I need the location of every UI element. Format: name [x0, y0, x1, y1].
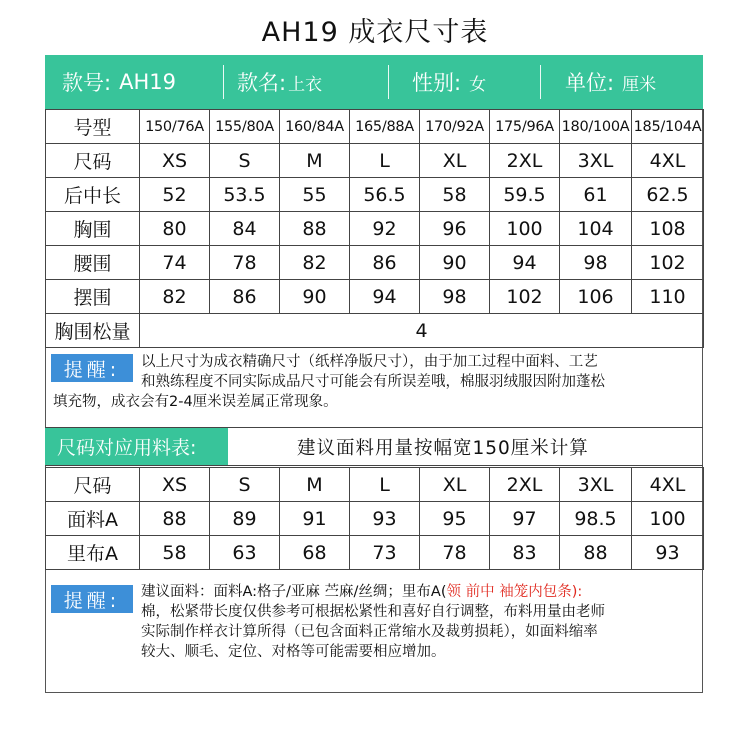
- ease-value: 4: [140, 314, 704, 348]
- ease-label: 胸围松量: [46, 314, 140, 348]
- table-cell: 108: [632, 212, 704, 246]
- size-code: 180/100A: [560, 110, 632, 144]
- table-cell: 104: [560, 212, 632, 246]
- style-no-cell: [45, 65, 223, 99]
- reminder-note-size: [45, 348, 703, 428]
- table-cell: XL: [420, 144, 490, 178]
- table-cell: 56.5: [350, 178, 420, 212]
- table-row: [46, 246, 704, 280]
- table-cell: 100: [490, 212, 560, 246]
- size-code: S: [210, 468, 280, 502]
- gender-cell: [389, 65, 540, 99]
- table-cell: 58: [140, 536, 210, 570]
- page-title: AH19 成衣尺寸表: [261, 17, 489, 48]
- reminder-badge: 提醒:: [51, 354, 133, 382]
- table-cell: 82: [280, 246, 350, 280]
- table-cell: 4XL: [632, 144, 704, 178]
- table-cell: 68: [280, 536, 350, 570]
- row-label: 号型: [46, 110, 140, 144]
- size-code: 3XL: [560, 468, 632, 502]
- reminder-line: 较大、顺毛、定位、对格等可能需要相应增加。: [141, 644, 446, 660]
- table-cell: 61: [560, 178, 632, 212]
- unit-value: 厘米: [622, 74, 657, 95]
- table-cell: 78: [210, 246, 280, 280]
- table-row: [46, 144, 704, 178]
- size-code: 175/96A: [490, 110, 560, 144]
- table-cell: 89: [210, 502, 280, 536]
- table-cell: 62.5: [632, 178, 704, 212]
- row-label: 胸围: [46, 212, 140, 246]
- style-no-label: 款号:: [62, 71, 112, 95]
- table-cell: 88: [280, 212, 350, 246]
- table-cell: 88: [140, 502, 210, 536]
- table-cell: 58: [420, 178, 490, 212]
- ease-row: [46, 314, 704, 348]
- size-code: 170/92A: [420, 110, 490, 144]
- table-cell: 110: [632, 280, 704, 314]
- row-label: 里布A: [46, 536, 140, 570]
- table-cell: 80: [140, 212, 210, 246]
- reminder-line-part: 建议面料：面料A:格子/亚麻 苎麻/丝绸；里布A(: [141, 584, 447, 600]
- size-code: 155/80A: [210, 110, 280, 144]
- fabric-header-row: [46, 468, 704, 502]
- fabric-section-header: [45, 428, 703, 466]
- table-cell: 90: [280, 280, 350, 314]
- table-cell: 55: [280, 178, 350, 212]
- table-cell: 83: [490, 536, 560, 570]
- size-code: 185/104A: [632, 110, 704, 144]
- table-cell: 84: [210, 212, 280, 246]
- table-cell: 102: [490, 280, 560, 314]
- table-row: [46, 178, 704, 212]
- size-table: [45, 109, 704, 348]
- table-cell: M: [280, 144, 350, 178]
- header-divider: [223, 65, 224, 99]
- reminder-line: 以上尺寸为成衣精确尺寸（纸样净版尺寸），由于加工过程中面料、工艺: [141, 354, 598, 370]
- table-cell: 53.5: [210, 178, 280, 212]
- gender-value: 女: [469, 74, 487, 95]
- reminder-line: 和熟练程度不同实际成品尺寸可能会有所误差哦，棉服羽绒服因附加蓬松: [141, 374, 605, 390]
- table-cell: 91: [280, 502, 350, 536]
- size-code: M: [280, 468, 350, 502]
- reminder-line: 实际制作样衣计算所得（已包含面料正常缩水及裁剪损耗），如面料缩率: [141, 624, 598, 640]
- row-label: 腰围: [46, 246, 140, 280]
- row-label: 尺码: [46, 144, 140, 178]
- table-cell: 98: [420, 280, 490, 314]
- header-divider: [540, 65, 541, 99]
- table-row: [46, 536, 704, 570]
- row-label: 摆围: [46, 280, 140, 314]
- table-cell: 59.5: [490, 178, 560, 212]
- reminder-text-fabric: [141, 582, 605, 662]
- gender-label: 性别:: [412, 71, 462, 95]
- reminder-line: 棉，松紧带长度仅供参考可根据松紧性和喜好自行调整，布料用量由老师: [141, 604, 605, 620]
- size-header-row: [46, 110, 704, 144]
- style-no-value: AH19: [119, 70, 176, 94]
- table-cell: 86: [210, 280, 280, 314]
- size-code: 160/84A: [280, 110, 350, 144]
- fabric-section-label: 尺码对应用料表:: [45, 428, 228, 465]
- table-row: [46, 502, 704, 536]
- table-cell: 74: [140, 246, 210, 280]
- size-code: 150/76A: [140, 110, 210, 144]
- style-name-cell: [224, 65, 388, 99]
- table-row: [46, 212, 704, 246]
- fabric-usage-table: [45, 467, 704, 570]
- row-label: 面料A: [46, 502, 140, 536]
- reminder-highlight: 领 前中 袖笼内包条):: [446, 584, 583, 600]
- table-cell: 88: [560, 536, 632, 570]
- table-cell: 93: [350, 502, 420, 536]
- table-cell: 98.5: [560, 502, 632, 536]
- table-cell: 95: [420, 502, 490, 536]
- unit-cell: [541, 65, 701, 99]
- reminder-line: [141, 582, 605, 602]
- table-cell: 94: [490, 246, 560, 280]
- table-cell: L: [350, 144, 420, 178]
- table-cell: 90: [420, 246, 490, 280]
- table-cell: S: [210, 144, 280, 178]
- size-code: L: [350, 468, 420, 502]
- info-header-bar: [45, 55, 703, 109]
- table-cell: 102: [632, 246, 704, 280]
- fabric-section-note: 建议面料用量按幅宽150厘米计算: [297, 437, 589, 459]
- table-cell: 106: [560, 280, 632, 314]
- table-cell: 100: [632, 502, 704, 536]
- table-cell: 94: [350, 280, 420, 314]
- header-divider: [388, 65, 389, 99]
- table-cell: 78: [420, 536, 490, 570]
- table-cell: 93: [632, 536, 704, 570]
- table-cell: 92: [350, 212, 420, 246]
- row-label: 尺码: [46, 468, 140, 502]
- table-cell: 73: [350, 536, 420, 570]
- table-cell: 97: [490, 502, 560, 536]
- size-code: 165/88A: [350, 110, 420, 144]
- table-cell: 63: [210, 536, 280, 570]
- size-code: 4XL: [632, 468, 704, 502]
- unit-label: 单位:: [565, 71, 615, 95]
- style-name-value: 上衣: [288, 74, 323, 95]
- table-cell: XS: [140, 144, 210, 178]
- table-row: [46, 280, 704, 314]
- table-cell: 3XL: [560, 144, 632, 178]
- size-code: 2XL: [490, 468, 560, 502]
- reminder-line: 填充物，成衣会有2-4厘米误差属正常现象。: [53, 394, 338, 410]
- table-cell: 96: [420, 212, 490, 246]
- table-cell: 86: [350, 246, 420, 280]
- style-name-label: 款名:: [237, 71, 287, 95]
- table-cell: 52: [140, 178, 210, 212]
- table-cell: 2XL: [490, 144, 560, 178]
- table-cell: 98: [560, 246, 632, 280]
- reminder-badge: 提醒:: [51, 585, 133, 613]
- table-cell: 82: [140, 280, 210, 314]
- row-label: 后中长: [46, 178, 140, 212]
- size-code: XL: [420, 468, 490, 502]
- size-code: XS: [140, 468, 210, 502]
